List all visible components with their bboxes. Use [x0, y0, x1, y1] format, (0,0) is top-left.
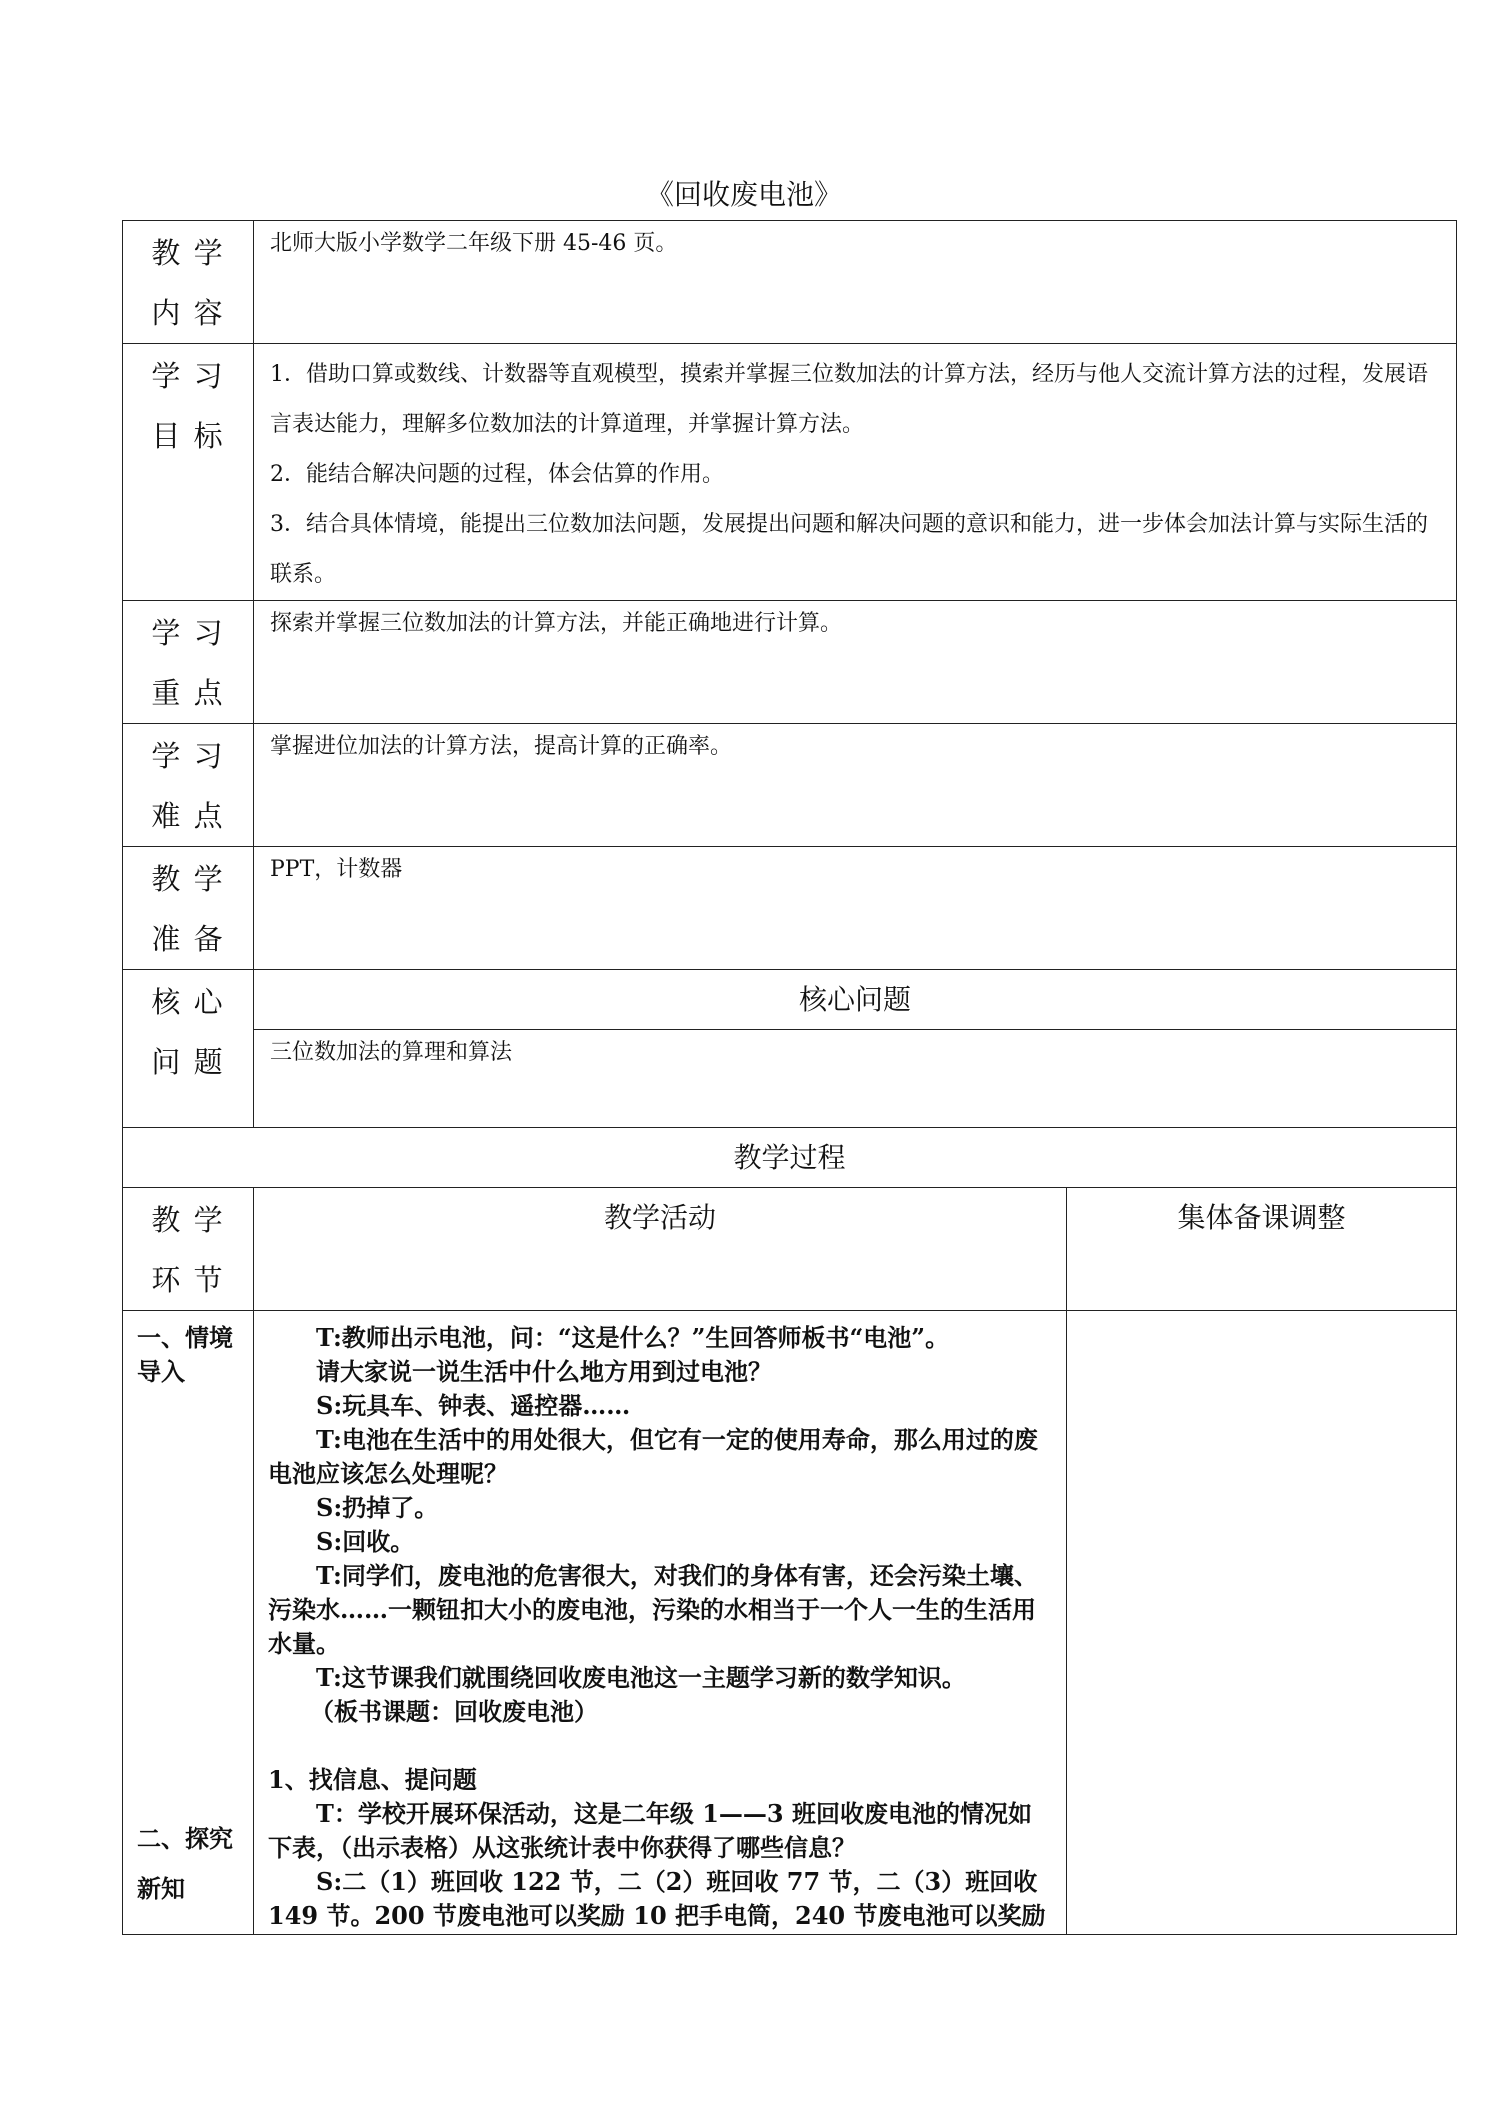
difficulties-text: 掌握进位加法的计算方法，提高计算的正确率。 — [254, 724, 1457, 847]
label-learning-goals: 学 习 目 标 — [123, 344, 254, 601]
stage-2-label: 二、探究 — [137, 1824, 233, 1853]
goal-item: 2．能结合解决问题的过程，体会估算的作用。 — [270, 462, 724, 487]
teaching-content-text: 北师大版小学数学二年级下册 45-46 页。 — [254, 221, 1457, 344]
stage-column: 一、情境 导入 二、探究 新知 — [123, 1311, 254, 1935]
goal-item: 3．结合具体情境，能提出三位数加法问题，发展提出问题和解决问题的意识和能力，进一步体会加法计算与实际生活的联系。 — [270, 512, 1429, 587]
label-core-question: 核 心 问 题 — [123, 970, 254, 1128]
label-difficulties: 学 习 难 点 — [123, 724, 254, 847]
label-teaching-content: 教 学 内 容 — [123, 221, 254, 344]
col-header-activity: 教学活动 — [254, 1188, 1067, 1311]
row-key-points — [123, 601, 1457, 724]
row-difficulties — [123, 724, 1457, 847]
stage-1-label: 一、情境 — [137, 1323, 233, 1352]
row-preparation — [123, 847, 1457, 970]
row-learning-goals — [123, 344, 1457, 601]
adjust-column — [1067, 1311, 1457, 1935]
core-question-header: 核心问题 — [254, 970, 1457, 1030]
row-core-text — [123, 1030, 1457, 1128]
label-key-points: 学 习 重 点 — [123, 601, 254, 724]
label-preparation: 教 学 准 备 — [123, 847, 254, 970]
learning-goals-text — [254, 344, 1457, 601]
col-header-stage: 教 学 环 节 — [123, 1188, 254, 1311]
goal-item: 1．借助口算或数线、计数器等直观模型，摸索并掌握三位数加法的计算方法，经历与他人交流计算方法的过程，发展语言表达能力，理解多位数加法的计算道理，并掌握计算方法。 — [270, 362, 1429, 437]
section-2-title: 1、找信息、提问题 — [268, 1765, 477, 1794]
lesson-plan-table — [122, 220, 1457, 1935]
row-process-columns — [123, 1188, 1457, 1311]
row-process-body — [123, 1311, 1457, 1935]
col-header-adjust: 集体备课调整 — [1067, 1188, 1457, 1311]
row-core-header — [123, 970, 1457, 1030]
row-process-header — [123, 1128, 1457, 1188]
preparation-text: PPT，计数器 — [254, 847, 1457, 970]
activity-column: T:教师出示电池，问：“这是什么？”生回答师板书“电池”。 请大家说一说生活中什么地方用到过电池？ S:玩具车、钟表、遥控器…… T:电池在生活中的用处很大，但它有一定的使用寿命，那么用过的废电池应该怎么处理呢？ S:扔掉了。 S:回收。 T:同学们，废电池的危害很大，对我们的身体有害，还会污染土壤、污染水……一颗钮扣大小的废电池，污染的水相当于一个人一生的生活用水量。 T:这节课我们就围绕回收废电池这一主题学习新的数学知识。 （板书课题：回收废电池） 1、找信息、提问题 T：学校开展环保活动，这是二年级 1——3 班回收废电池的情况如下表，（出示表格）从这张统计表中你获得了哪些信息？ S:二（1）班回收 122 节，二（2）班回收 77 节，二（3）班回收 149 节。200 节废电池可以奖励 10 把手电筒，240 节废电池可以奖励 — [254, 1311, 1067, 1935]
key-points-text: 探索并掌握三位数加法的计算方法，并能正确地进行计算。 — [254, 601, 1457, 724]
core-question-text: 三位数加法的算理和算法 — [254, 1030, 1457, 1128]
row-teaching-content — [123, 221, 1457, 344]
document-title: 《回收废电池》 — [645, 178, 842, 211]
teaching-process-header: 教学过程 — [123, 1128, 1457, 1188]
